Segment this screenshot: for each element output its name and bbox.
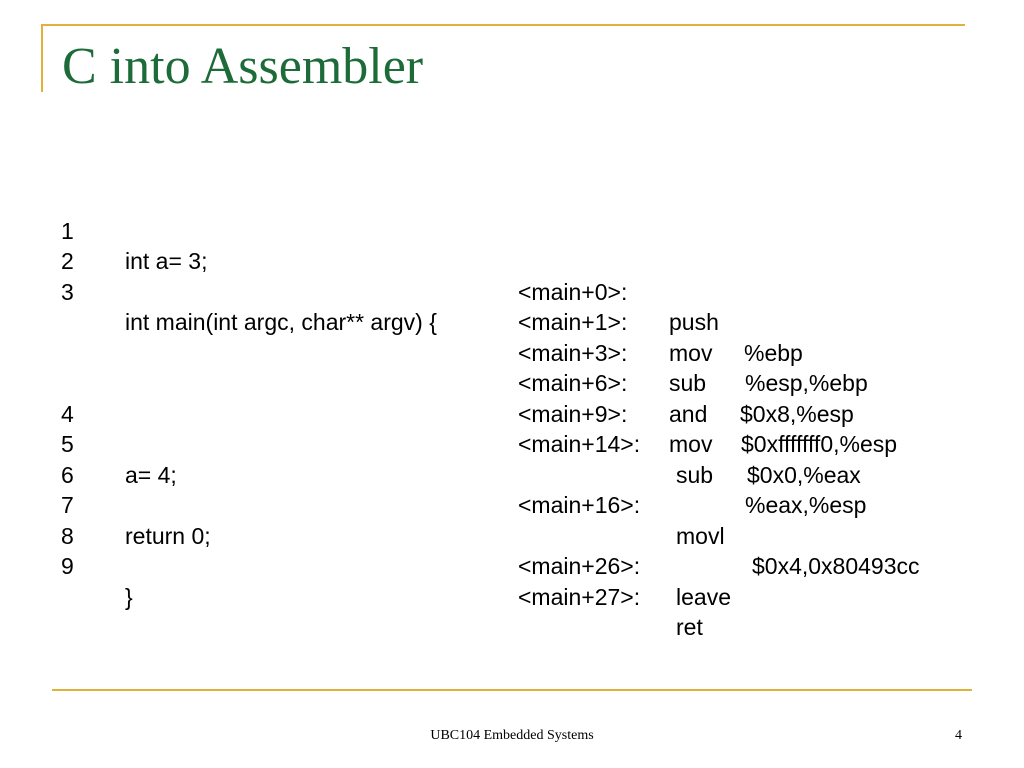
- asm-opcode: ret: [676, 614, 703, 640]
- asm-address: <main+1>:: [518, 309, 628, 335]
- line-number: 7: [61, 492, 74, 518]
- asm-address: <main+14>:: [518, 431, 641, 457]
- line-number: 4: [61, 400, 74, 427]
- asm-opcode: mov: [669, 431, 713, 457]
- c-source: }: [125, 583, 133, 610]
- line-number: 3: [61, 278, 74, 305]
- asm-address: <main+16>:: [518, 492, 641, 518]
- footer-accent-line: [52, 689, 972, 691]
- asm-address: <main+27>:: [518, 583, 641, 610]
- left-accent-line: [41, 24, 43, 92]
- c-source: return 0;: [125, 522, 211, 549]
- asm-operand: $0x0,%eax: [747, 461, 861, 488]
- asm-opcode: leave: [676, 583, 731, 610]
- asm-address: <main+3>:: [518, 339, 628, 366]
- asm-operand: %eax,%esp: [745, 492, 867, 518]
- asm-opcode: movl: [676, 522, 725, 549]
- line-number: 2: [61, 248, 74, 274]
- asm-address: <main+26>:: [518, 553, 641, 579]
- asm-operand: $0xfffffff0,%esp: [741, 431, 898, 457]
- line-number: 8: [61, 522, 74, 549]
- line-number: 6: [61, 461, 74, 488]
- c-source: int main(int argc, char** argv) {: [125, 309, 437, 335]
- top-accent-line: [41, 24, 965, 26]
- line-number: 9: [61, 553, 74, 579]
- asm-opcode: push: [669, 309, 719, 335]
- asm-opcode: sub: [669, 370, 707, 396]
- line-number: 1: [61, 217, 74, 244]
- slide-title: C into Assembler: [62, 38, 424, 95]
- footer-course-name: UBC104 Embedded Systems: [430, 728, 594, 743]
- asm-address: <main+0>:: [518, 278, 628, 305]
- asm-operand: $0x4,0x80493cc: [752, 553, 920, 579]
- asm-operand: %esp,%ebp: [745, 370, 868, 396]
- asm-operand: %ebp: [744, 339, 803, 366]
- asm-operand: $0x8,%esp: [740, 400, 854, 427]
- page-number: 4: [955, 728, 962, 743]
- c-source: a= 4;: [125, 461, 177, 488]
- asm-address: <main+9>:: [518, 400, 628, 427]
- code-listing: [0, 185, 1024, 640]
- asm-opcode: sub: [676, 461, 714, 488]
- asm-address: <main+6>:: [518, 370, 628, 396]
- line-number: 5: [61, 431, 74, 457]
- asm-opcode: and: [669, 400, 708, 427]
- asm-opcode: mov: [669, 339, 713, 366]
- c-source: int a= 3;: [125, 248, 208, 274]
